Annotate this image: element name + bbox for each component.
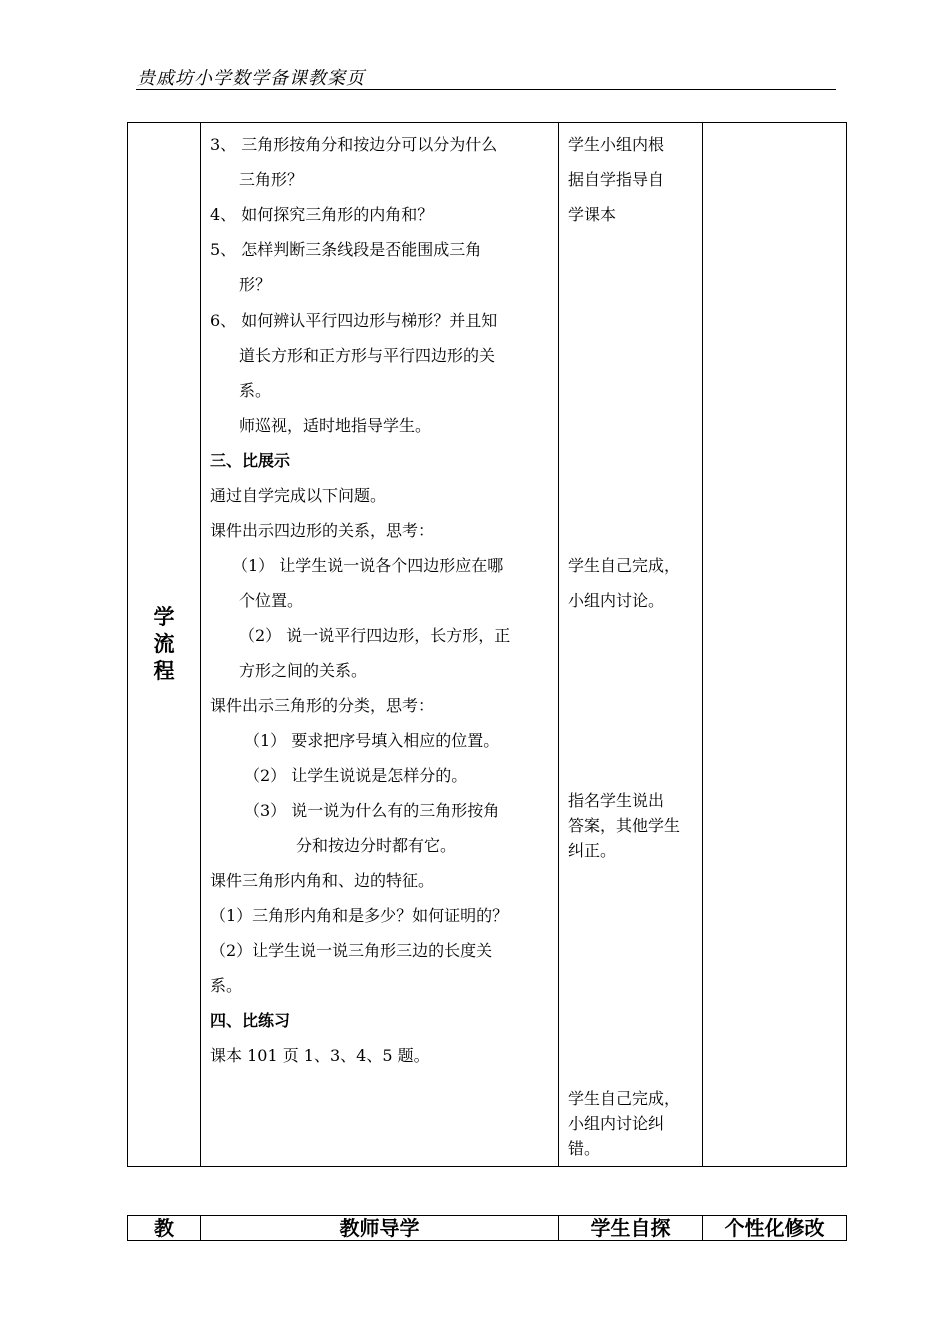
text-line: 课件出示四边形的关系，思考： [210, 521, 435, 540]
section-label-char: 程 [153, 659, 175, 683]
text-line: 学课本 [568, 205, 617, 224]
text-line: 方形之间的关系。 [239, 661, 368, 680]
text-line: （1） 让学生说一说各个四边形应在哪 [232, 556, 504, 575]
personal-notes-cell [703, 123, 847, 1167]
text-line: 据自学指导自 [568, 170, 665, 189]
text-line: 6、 如何辨认平行四边形与梯形？并且知 [210, 311, 498, 330]
text-line: 通过自学完成以下问题。 [210, 486, 387, 505]
header-cell-personal-notes: 个性化修改 [703, 1216, 847, 1241]
text-line: 个位置。 [239, 591, 304, 610]
section-label-char: 流 [153, 632, 175, 656]
text-line: 系。 [210, 976, 243, 995]
text-line: （1）三角形内角和是多少？如何证明的？ [210, 906, 509, 925]
text-line: （2） 让学生说说是怎样分的。 [244, 766, 468, 785]
student-explore-cell [559, 123, 703, 1167]
text-line: 5、 怎样判断三条线段是否能围成三角 [210, 240, 482, 259]
text-line: 小组内讨论。 [568, 591, 665, 610]
text-line: 4、 如何探究三角形的内角和？ [210, 205, 434, 224]
text-line: 指名学生说出 [568, 791, 665, 810]
text-line: （1） 要求把序号填入相应的位置。 [244, 731, 500, 750]
text-line: 学生小组内根 [568, 135, 665, 154]
section-label-char: 学 [153, 605, 175, 629]
header-cell-teach: 教 [128, 1216, 201, 1241]
header-cell-student-explore: 学生自探 [559, 1216, 703, 1241]
text-line: （3） 说一说为什么有的三角形按角 [244, 801, 500, 820]
text-line: 学生自己完成， [568, 1089, 681, 1108]
text-line: 学生自己完成， [568, 556, 681, 575]
text-line: （2） 说一说平行四边形，长方形，正 [239, 626, 511, 645]
lesson-table [127, 122, 847, 1167]
header-cell-teacher-guide: 教师导学 [201, 1216, 559, 1241]
text-line: 三角形？ [239, 170, 304, 189]
text-line: 分和按边分时都有它。 [296, 836, 457, 855]
section-heading: 四、比练习 [210, 1011, 291, 1030]
text-line: （2）让学生说一说三角形三边的长度关 [210, 941, 493, 960]
section-heading: 三、比展示 [210, 451, 291, 470]
page-header-title: 贵戚坊小学数学备课教案页 [137, 68, 365, 89]
text-line: 师巡视，适时地指导学生。 [239, 416, 432, 435]
section-label [128, 604, 200, 685]
text-line: 答案，其他学生 [568, 816, 681, 835]
next-table-header [127, 1215, 847, 1241]
text-line: 错。 [568, 1139, 601, 1158]
section-label-cell [128, 123, 201, 1167]
text-line: 小组内讨论纠 [568, 1114, 665, 1133]
header-rule [136, 89, 836, 90]
text-line: 系。 [239, 381, 272, 400]
text-line: 课件出示三角形的分类，思考： [210, 696, 435, 715]
teacher-guide-cell [201, 123, 559, 1167]
text-line: 形？ [239, 275, 272, 294]
text-line: 道长方形和正方形与平行四边形的关 [239, 346, 496, 365]
text-line: 3、 三角形按角分和按边分可以分为什么 [210, 135, 498, 154]
text-line: 纠正。 [568, 841, 617, 860]
text-line: 课本 101 页 1、3、4、5 题。 [210, 1046, 430, 1065]
text-line: 课件三角形内角和、边的特征。 [210, 871, 435, 890]
